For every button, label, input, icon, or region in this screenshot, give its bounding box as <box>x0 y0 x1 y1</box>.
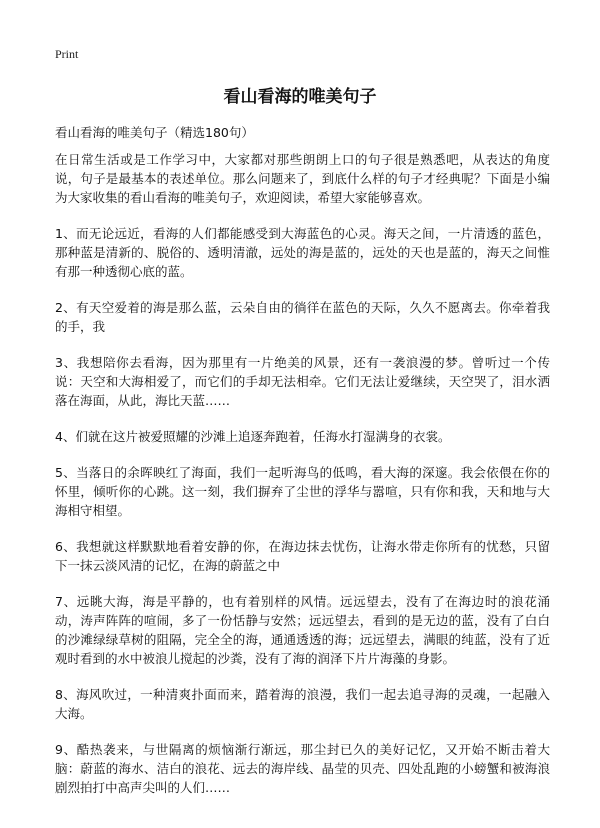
sentence-paragraph-1: 1、而无论远近，看海的人们都能感受到大海蓝色的心灵。海天之间，一片清透的蓝色，那种蓝是清新的、脱俗的、透明清澈，远处的海是蓝的，远处的天也是蓝的，海天之间惟有那一种透彻心底的蓝。 <box>55 226 550 279</box>
sentence-paragraph-3: 3、我想陪你去看海，因为那里有一片绝美的风景，还有一袭浪漫的梦。曾听过一个传说：天空和大海相爱了，而它们的手却无法相牵。它们无法让爱继续，天空哭了，泪水洒落在海面，从此，海比天蓝…… <box>55 355 550 408</box>
sentence-paragraph-2: 2、有天空爱着的海是那么蓝，云朵自由的徜徉在蓝色的天际，久久不愿离去。你牵着我的手，我 <box>55 300 550 334</box>
article-body <box>55 150 550 814</box>
document-subtitle: 看山看海的唯美句子（精选180句） <box>55 125 254 140</box>
page-title: 看山看海的唯美句子 <box>223 87 377 107</box>
sentence-paragraph-6: 6、我想就这样默默地看着安静的你，在海边抹去忧伤，让海水带走你所有的忧愁，只留下一抹云淡风清的记忆，在海的蔚蓝之中 <box>55 539 550 573</box>
print-link[interactable]: Print <box>55 47 79 61</box>
sentence-paragraph-8: 8、海风吹过，一种清爽扑面而来，踏着海的浪漫，我们一起去追寻海的灵魂，一起融入大海。 <box>55 687 550 721</box>
sentence-paragraph-5: 5、当落日的余晖映红了海面，我们一起听海鸟的低鸣，看大海的深邃。我会依偎在你的怀里，倾听你的心跳。这一刻，我们摒弃了尘世的浮华与嚣喧，只有你和我，天和地与大海相守相望。 <box>55 465 550 518</box>
sentence-paragraph-9: 9、酷热袭来，与世隔离的烦恼渐行渐远，那尘封已久的美好记忆，又开始不断击着大脑：蔚蓝的海水、洁白的浪花、远去的海岸线、晶莹的贝壳、四处乱跑的小螃蟹和被海浪剧烈拍打中高声尖叫的人们…… <box>55 742 550 795</box>
sentence-paragraph-4: 4、们就在这片被爱照耀的沙滩上追逐奔跑着，任海水打湿满身的衣裳。 <box>55 429 451 444</box>
sentence-paragraph-7: 7、远眺大海，海是平静的，也有着别样的风情。远远望去，没有了在海边时的浪花涌动，涛声阵阵的喧闹，多了一份恬静与安然；远远望去，看到的是无边的蓝，没有了白白的沙滩绿绿草树的阻隔，完全全的海，通通透透的海；远远望去，满眼的纯蓝，没有了近观时看到的水中被浪儿搅起的沙粪，没有了海的润泽下片片海藻的身影。 <box>55 594 550 666</box>
intro-paragraph: 在日常生活或是工作学习中，大家都对那些朗朗上口的句子很是熟悉吧，从表达的角度说，句子是最基本的表述单位。那么问题来了，到底什么样的句子才经典呢？下面是小编为大家收集的看山看海的唯美句子，欢迎阅读，希望大家能够喜欢。 <box>55 152 550 205</box>
